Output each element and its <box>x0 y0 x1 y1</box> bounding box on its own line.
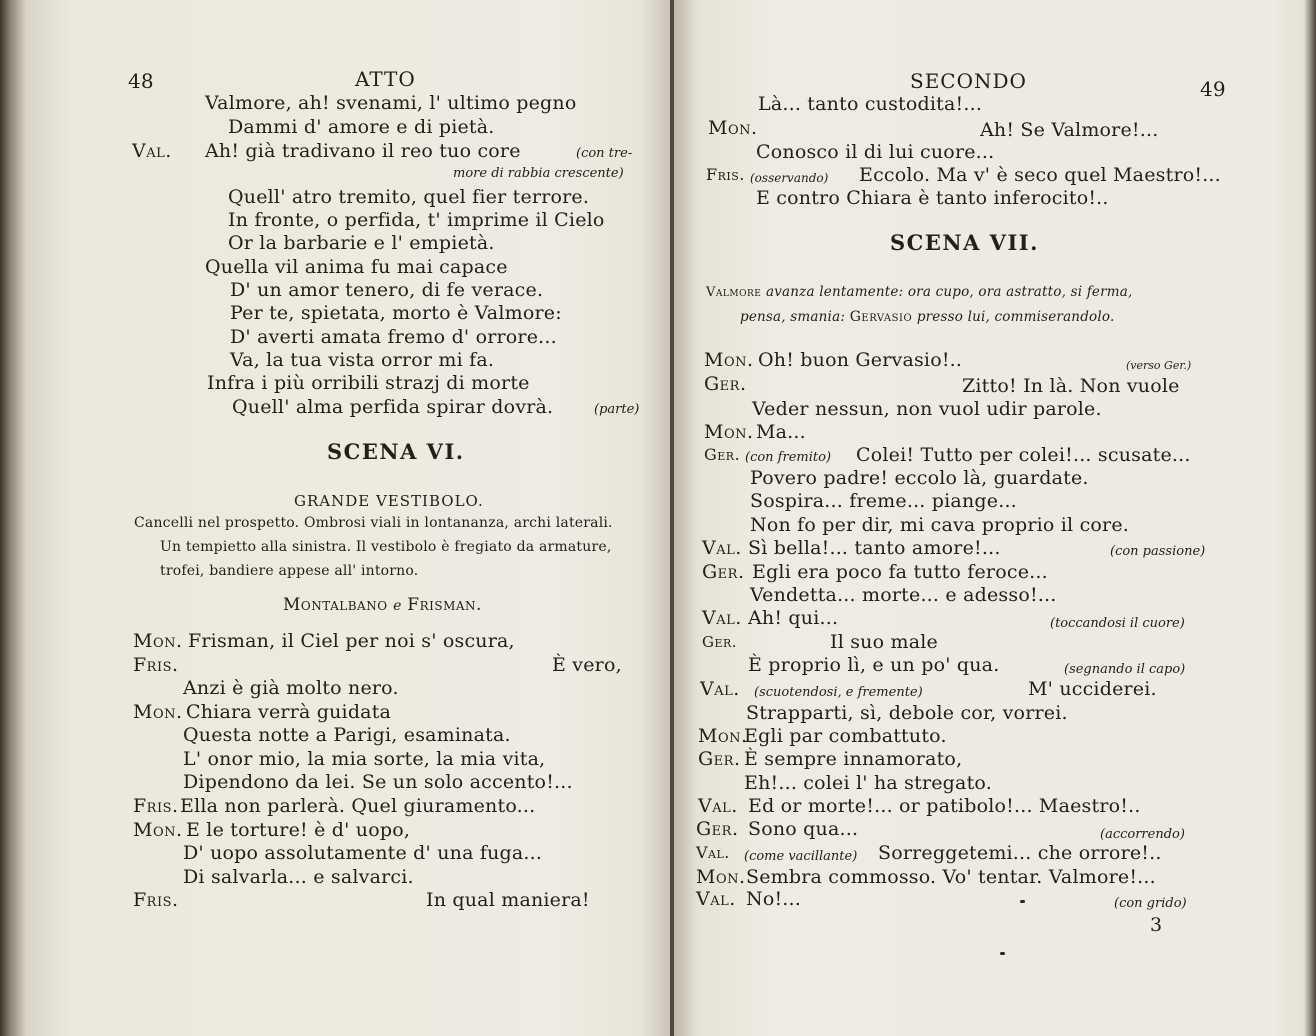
dialogue-line: Sorreggetemi... che orrore!.. <box>878 842 1162 864</box>
stage-direction: (toccandosi il cuore) <box>1050 616 1185 631</box>
dialogue-line: Chiara verrà guidata <box>186 701 392 723</box>
verse-line: Quella vil anima fu mai capace <box>205 256 508 278</box>
verse-line: D' un amor tenero, di fe verace. <box>230 279 544 301</box>
dialogue-line: M' ucciderei. <box>1028 678 1157 700</box>
speaker-label: Ger. <box>702 561 745 583</box>
ink-fleck <box>1000 952 1005 955</box>
verse-line: Quell' atro tremito, quel fier terrore. <box>228 186 590 208</box>
speaker-label: Val. <box>696 888 736 910</box>
right-page <box>674 0 1316 1036</box>
dialogue-line: Là... tanto custodita!... <box>758 93 983 115</box>
dialogue-line: Dipendono da lei. Se un solo accento!... <box>183 771 573 793</box>
speaker-label: Ger. <box>704 373 747 395</box>
character-name: Montalbano <box>283 595 388 615</box>
dialogue-line: Ah! Se Valmore!... <box>980 119 1159 141</box>
stage-direction: (accorrendo) <box>1100 827 1185 842</box>
signature-mark: 3 <box>1150 914 1163 936</box>
dialogue-line: Zitto! In là. Non vuole <box>962 375 1180 397</box>
dialogue-line: Questa notte a Parigi, esaminata. <box>183 724 511 746</box>
speaker-label: Val. <box>132 140 172 162</box>
dialogue-line: Ah! qui... <box>748 607 839 629</box>
dialogue-line: E contro Chiara è tanto inferocito!.. <box>756 187 1109 209</box>
dialogue-line: Eh!... colei l' ha stregato. <box>744 772 992 794</box>
speaker-label: Mon. <box>698 725 748 747</box>
page-number: 49 <box>1200 77 1226 101</box>
stage-direction: (segnando il capo) <box>1064 662 1186 677</box>
verse-line: Va, la tua vista orror mi fa. <box>230 349 495 371</box>
verse-line: Per te, spietata, morto è Valmore: <box>230 302 562 324</box>
stage-direction: (come vacillante) <box>744 849 858 864</box>
speaker-label: Fris. <box>133 889 179 911</box>
description-text: presso lui, commiserandolo. <box>916 309 1115 325</box>
speaker-label: Mon. <box>704 421 754 443</box>
speaker-label: Fris. <box>133 654 179 676</box>
dialogue-line: Vendetta... morte... e adesso!... <box>750 584 1057 606</box>
verse-line: In fronte, o perfida, t' imprime il Cielo <box>228 209 605 231</box>
speaker-label: Val. <box>700 678 740 700</box>
setting-description: Un tempietto alla sinistra. Il vestibolo è fregiato da armature, <box>160 539 612 555</box>
dialogue-line: Frisman, il Ciel per noi s' oscura, <box>188 630 515 652</box>
conjunction: e <box>393 598 402 614</box>
ink-fleck <box>1020 900 1025 903</box>
scene-heading: SCENA VI. <box>327 439 465 464</box>
dialogue-line: Sospira... freme... piange... <box>750 490 1017 512</box>
verse-line: Quell' alma perfida spirar dovrà. <box>232 396 554 418</box>
setting-title: GRANDE VESTIBOLO. <box>294 492 484 510</box>
setting-description: trofei, bandiere appese all' intorno. <box>160 563 419 579</box>
speaker-label: Ger. <box>704 445 741 464</box>
dialogue-line: Strapparti, sì, debole cor, vorrei. <box>746 702 1068 724</box>
dialogue-line: È vero, <box>552 654 622 676</box>
running-head: ATTO <box>355 67 416 91</box>
dialogue-line: Sembra commosso. Vo' tentar. Valmore!... <box>746 866 1156 888</box>
dialogue-line: D' uopo assolutamente d' una fuga... <box>183 842 543 864</box>
scene-description <box>706 281 1132 304</box>
speaker-label: Val. <box>698 795 738 817</box>
verse-line: Valmore, ah! svenami, l' ultimo pegno <box>205 92 577 114</box>
page-number: 48 <box>128 69 154 93</box>
verse-line: D' averti amata fremo d' orrore... <box>230 326 557 348</box>
stage-direction: (verso Ger.) <box>1126 359 1192 372</box>
dialogue-line: Il suo male <box>830 631 938 653</box>
speaker-label: Val. <box>702 537 742 559</box>
dialogue-line: In qual maniera! <box>426 889 590 911</box>
speaker-label: Val. <box>702 607 742 629</box>
scene-description <box>740 306 1114 328</box>
speaker-label: Mon. <box>133 630 183 652</box>
speaker-label: Mon. <box>133 701 183 723</box>
dialogue-line: È sempre innamorato, <box>744 748 963 770</box>
running-head: SECONDO <box>910 69 1027 93</box>
stage-direction: (osservando) <box>750 171 829 185</box>
dialogue-line: È proprio lì, e un po' qua. <box>748 654 1000 676</box>
dialogue-line: Povero padre! eccolo là, guardate. <box>750 467 1089 489</box>
description-text: avanza lentamente: ora cupo, ora astratto, si ferma, <box>765 284 1133 300</box>
dialogue-line: Egli era poco fa tutto feroce... <box>752 561 1048 583</box>
verse-line: Infra i più orribili strazj di morte <box>207 372 530 394</box>
speaker-label: Mon. <box>696 866 746 888</box>
stage-direction: more di rabbia crescente) <box>453 166 624 181</box>
dialogue-line: Sono qua... <box>748 818 859 840</box>
verse-line: Or la barbarie e l' empietà. <box>228 232 495 254</box>
dialogue-line: Oh! buon Gervasio!.. <box>758 349 963 371</box>
dialogue-line: Ella non parlerà. Quel giuramento... <box>180 795 536 817</box>
scene-heading: SCENA VII. <box>890 230 1039 255</box>
dialogue-line: Anzi è già molto nero. <box>183 677 399 699</box>
dialogue-line: Colei! Tutto per colei!... scusate... <box>856 444 1191 466</box>
dialogue-line: Ma... <box>756 421 806 443</box>
stage-direction: (con passione) <box>1110 544 1206 559</box>
speaker-label: Fris. <box>706 165 745 184</box>
setting-description: Cancelli nel prospetto. Ombrosi viali in lontananza, archi laterali. <box>134 515 613 531</box>
dialogue-line: E le torture! è d' uopo, <box>186 819 411 841</box>
speaker-label: Ger. <box>696 818 739 840</box>
dialogue-line: Sì bella!... tanto amore!... <box>748 537 1001 559</box>
speaker-label: Mon. <box>704 349 754 371</box>
dialogue-line: Conosco il di lui cuore... <box>756 141 995 163</box>
speaker-label: Fris. <box>133 795 179 817</box>
speaker-label: Mon. <box>708 117 758 139</box>
character-name: Frisman. <box>407 595 482 615</box>
verse-line: Ah! già tradivano il reo tuo core <box>205 140 521 162</box>
stage-direction: (con fremito) <box>745 450 832 465</box>
dialogue-line: L' onor mio, la mia sorte, la mia vita, <box>183 748 546 770</box>
stage-direction: (con grido) <box>1114 896 1187 911</box>
speaker-label: Ger. <box>698 748 741 770</box>
speaker-label: Val. <box>696 843 730 862</box>
dialogue-line: Ed or morte!... or patibolo!... Maestro!.. <box>748 795 1141 817</box>
stage-direction: (scuotendosi, e fremente) <box>754 685 923 700</box>
description-text: pensa, smania: <box>740 309 846 325</box>
stage-direction: (parte) <box>594 402 640 417</box>
dialogue-line: Di salvarla... e salvarci. <box>183 866 414 888</box>
dialogue-line: No!... <box>746 888 802 910</box>
character-name: Valmore <box>706 285 762 300</box>
speaker-label: Mon. <box>133 819 183 841</box>
dialogue-line: Veder nessun, non vuol udir parole. <box>752 398 1102 420</box>
stage-direction: (con tre- <box>576 146 633 161</box>
dialogue-line: Egli par combattuto. <box>744 725 947 747</box>
dialogue-line: Non fo per dir, mi cava proprio il core. <box>750 514 1130 536</box>
character-name: Gervasio <box>849 309 913 325</box>
verse-line: Dammi d' amore e di pietà. <box>228 116 495 138</box>
dialogue-line: Eccolo. Ma v' è seco quel Maestro!... <box>859 164 1221 186</box>
character-list <box>283 594 482 617</box>
speaker-label: Ger. <box>702 633 738 651</box>
